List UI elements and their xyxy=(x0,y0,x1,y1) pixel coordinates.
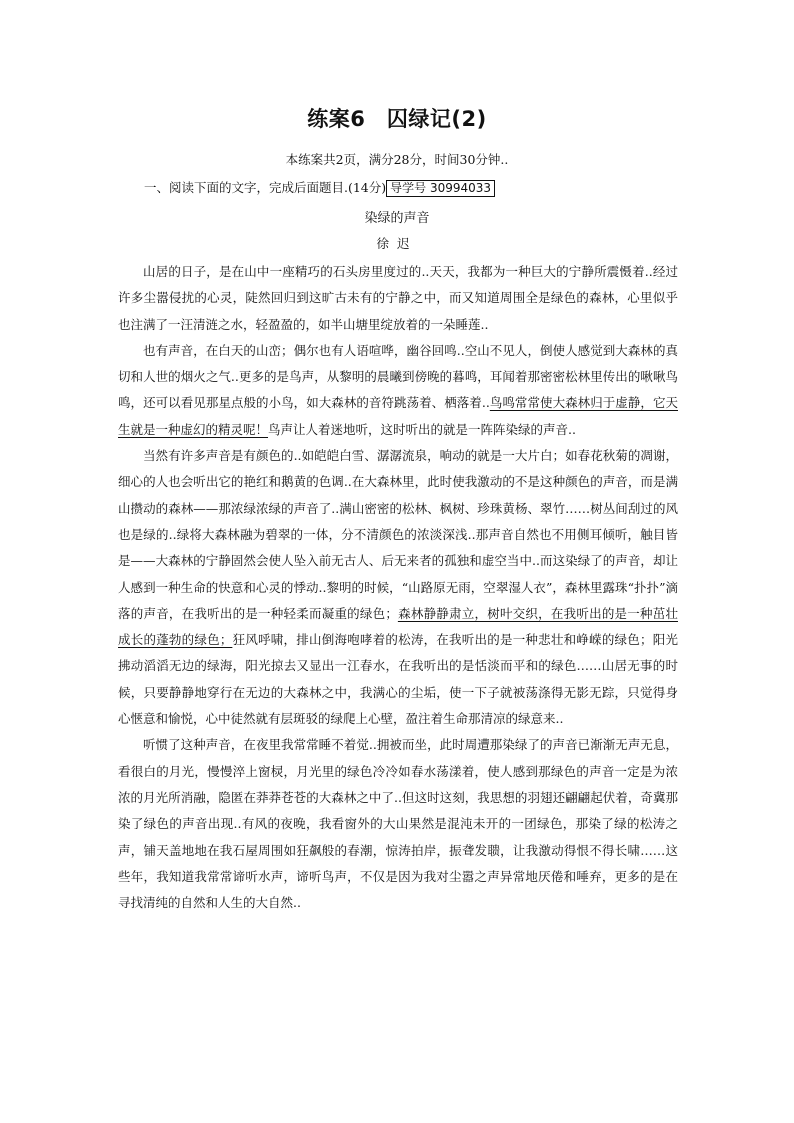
underlined-sentence-1: 鸟鸣常常使大森林归于虚静，它天生就是一种虚幻的精灵呢！ xyxy=(118,395,678,437)
underlined-sentence-2: 森林静静肃立，树叶交织，在我听出的是一种茁壮成长的蓬勃的绿色； xyxy=(118,605,678,648)
exercise-note: 本练案共2页，满分28分，时间30分钟.. xyxy=(285,152,509,167)
question-text: 一、阅读下面的文字，完成后面题目.(14分) xyxy=(144,180,387,195)
paragraph-2-text-a: 也有声音，在白天的山峦；偶尔也有人语喧哗，幽谷回鸣..空山不见人，倒使人感觉到大森林的真切和人世的烟火之气..更多的是鸟声，从黎明的晨曦到傍晚的暮鸣，耳闻着那密密松林里传出的啾啾鸟鸣，还可以看见那星点般的小鸟，如大森林的音符跳荡着、栖落着.. xyxy=(118,342,678,411)
page-title: 练案6 囚绿记(2) xyxy=(307,107,487,131)
paragraph-3 xyxy=(118,443,678,732)
paragraph-1: 山居的日子，是在山中一座精巧的石头房里度过的..天天，我都为一种巨大的宁静所震慑着..经过许多尘嚣侵扰的心灵，陡然回归到这旷古未有的宁静之中，而又知道周围全是绿色的森林，心里似乎也注满了一汪清涟之水，轻盈盈的，如半山塘里绽放着的一朵睡莲.. xyxy=(118,264,678,332)
article-body xyxy=(118,259,678,916)
question-instruction xyxy=(144,178,684,197)
article-author: 徐迟 xyxy=(376,236,418,251)
article-title: 染绿的声音 xyxy=(364,211,430,226)
paragraph-3-text-a: 当然有许多声音是有颜色的..如皑皑白雪、潺潺流泉，响动的就是一大片白；如春花秋菊的凋谢，细心的人也会听出它的艳红和鹅黄的色调..在大森林里，此时使我激动的不是这种颜色的声音，而是满山攒动的森林——那浓绿浓绿的声音了..满山密密的松林、枫树、珍珠黄杨、翠竹……树丛间刮过的风也是绿的..绿将大森林融为碧翠的一体，分不清颜色的浓淡深浅..那声音自然也不用侧耳倾听，触目皆是——大森林的宁静固然会使人坠入前无古人、后无来者的孤独和虚空当中..而这染绿了的声音，却让人感到一种生命的快意和心灵的悸动..黎明的时候，“山路原无雨，空翠湿人衣”，森林里露珠“扑扑”滴落的声音，在我听出的是一种轻柔而凝重的绿色； xyxy=(118,448,678,621)
guide-code-box: 导学号 30994033 xyxy=(386,180,495,197)
paragraph-4: 听惯了这种声音，在夜里我常常睡不着觉..拥被而坐，此时周遭那染绿了的声音已渐渐无声无息，看很白的月光，慢慢淬上窗棂，月光里的绿色冷冷如春水荡漾着，使人感到那绿色的声音一定是为浓浓的月光所消融，隐匿在莽莽苍苍的大森林之中了..但这时这刻，我思想的羽翅还翩翩起伏着，奇冀那染了绿色的声音出现..有风的夜晚，我看窗外的大山果然是混沌未开的一团绿色，那染了绿的松涛之声，铺天盖地地在我石屋周围如狂飙般的春潮，惊涛拍岸，振聋发聩，让我激动得恨不得长啸……这些年，我知道我常常谛听水声，谛听鸟声，不仅是因为我对尘嚣之声异常地厌倦和唾弃，更多的是在寻找清纯的自然和人生的大自然.. xyxy=(118,737,678,911)
paragraph-2-text-b: 鸟声让人着迷地听，这时听出的就是一阵阵染绿的声音.. xyxy=(268,421,576,437)
paragraph-2 xyxy=(118,338,678,443)
paragraph-3-text-b: 狂风呼啸，排山倒海咆哮着的松涛，在我听出的是一种悲壮和峥嵘的绿色；阳光拂动滔滔无边的绿海，阳光掠去又显出一江春水，在我听出的是恬淡而平和的绿色……山居无事的时候，只要静静地穿行在无边的大森林之中，我满心的尘垢，使一下子就被荡涤得无影无踪，只觉得身心惬意和愉悦，心中徒然就有层斑驳的绿爬上心壁，盈注着生命那清凉的绿意来.. xyxy=(118,632,678,727)
